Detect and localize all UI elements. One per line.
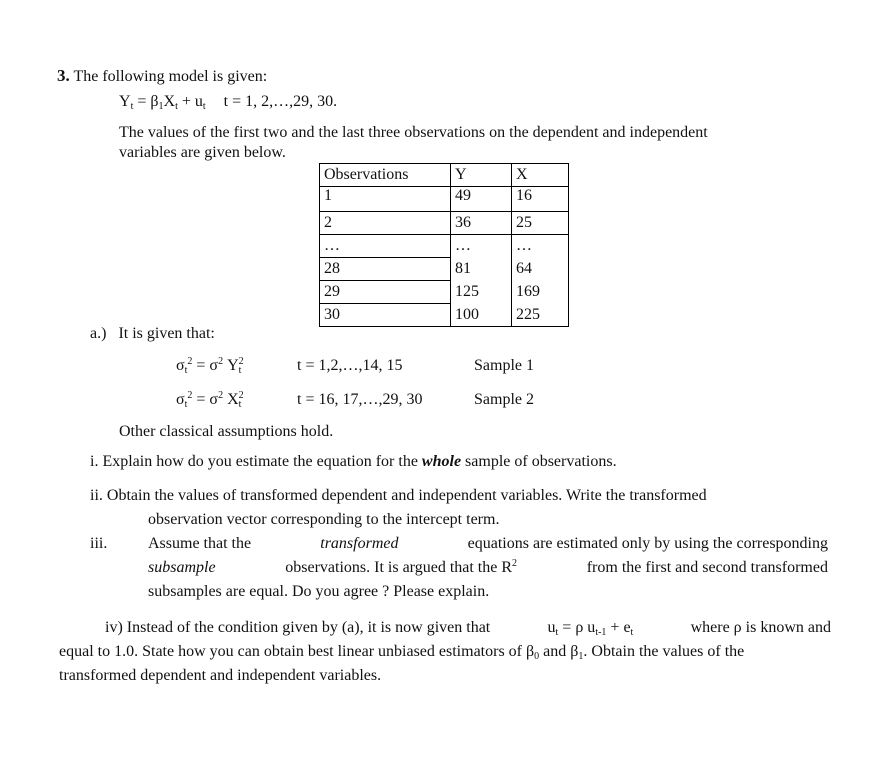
values-line-1: The values of the first two and the last three observations on the dependent and independent bbox=[119, 124, 708, 141]
table-cell: 25 bbox=[512, 212, 569, 235]
header-observations: Observations bbox=[320, 164, 451, 187]
table-cell: 28 bbox=[320, 258, 451, 281]
table-cell: 16 bbox=[512, 187, 569, 212]
item-iii-line-3: subsamples are equal. Do you agree ? Please explain. bbox=[148, 583, 490, 600]
condition-2-formula: $\sigma_t^2 = \sigma^2$ $X^2_t$ bbox=[176, 390, 244, 410]
values-line-2: variables are given below. bbox=[119, 144, 286, 161]
header-x: X bbox=[512, 164, 569, 187]
item-iii-r2: observations. It is argued that the $R^2$ bbox=[285, 558, 518, 576]
condition-2-sample: Sample 2 bbox=[474, 391, 534, 408]
item-iii-text: Assume that the bbox=[148, 535, 252, 552]
part-iv-text: iv) Instead of the condition given by (a), it is now given that bbox=[105, 619, 491, 636]
table-cell: 29 bbox=[320, 281, 451, 304]
item-iii-emphasis: subsample bbox=[148, 559, 216, 576]
table-cell: 225 bbox=[512, 304, 569, 327]
table-row bbox=[320, 212, 569, 235]
table-cell: 30 bbox=[320, 304, 451, 327]
model-equation bbox=[119, 92, 337, 112]
item-iii-label: iii. bbox=[90, 535, 108, 552]
part-iv-line-3: transformed dependent and independent variables. bbox=[59, 667, 382, 684]
item-i bbox=[90, 452, 617, 472]
table-cell: 2 bbox=[320, 212, 451, 235]
part-iv-text: where ρ is known and bbox=[690, 619, 831, 636]
table-row bbox=[320, 258, 569, 281]
item-ii-line-1: ii. Obtain the values of transformed dependent and independent variables. Write the transformed bbox=[90, 487, 707, 504]
item-iii-text: equations are estimated only by using the corresponding bbox=[467, 535, 828, 552]
question-header bbox=[57, 66, 267, 87]
part-iv-line-1 bbox=[105, 618, 831, 638]
question-intro: The following model is given: bbox=[73, 68, 268, 85]
item-iii-text: from the first and second transformed bbox=[586, 559, 828, 576]
table-cell: 64 bbox=[512, 258, 569, 281]
other-assumptions: Other classical assumptions hold. bbox=[119, 423, 334, 440]
item-i-text-end: sample of observations. bbox=[465, 453, 617, 470]
header-y: Y bbox=[451, 164, 512, 187]
part-a-label: a.) bbox=[90, 325, 107, 342]
observations-table bbox=[319, 163, 569, 327]
model-formula: $Y_t = \beta_1X_t + u_t$ bbox=[119, 93, 206, 112]
table-cell: 1 bbox=[320, 187, 451, 212]
table-cell: 169 bbox=[512, 281, 569, 304]
condition-1-sample: Sample 1 bbox=[474, 357, 534, 374]
part-iv-text: and β bbox=[543, 643, 579, 660]
table-cell: … bbox=[512, 235, 569, 258]
table-row bbox=[320, 187, 569, 212]
item-ii-line-2: observation vector corresponding to the intercept term. bbox=[148, 511, 500, 528]
table-row bbox=[320, 304, 569, 327]
item-iii-line-1 bbox=[148, 534, 828, 554]
table-cell: … bbox=[451, 235, 512, 258]
table-header-row bbox=[320, 164, 569, 187]
question-number: 3. bbox=[57, 66, 70, 85]
table-cell: … bbox=[320, 235, 451, 258]
item-iii-line-2 bbox=[148, 558, 828, 578]
table-cell: 100 bbox=[451, 304, 512, 327]
model-range: t = 1, 2,…,29, 30. bbox=[223, 93, 338, 110]
part-iv-equation: $u_t = \rho$ $u_{t-1} + e_t$ bbox=[547, 619, 634, 638]
table-cell: 125 bbox=[451, 281, 512, 304]
part-iv-line-2: equal to 1.0. State how you can obtain best linear unbiased estimators of $\beta_0$ and $\beta_1$. Obtain the values of the bbox=[59, 643, 745, 662]
item-i-text: i. Explain how do you estimate the equation for the bbox=[90, 453, 418, 470]
table-row bbox=[320, 235, 569, 258]
table-cell: 36 bbox=[451, 212, 512, 235]
table-cell: 81 bbox=[451, 258, 512, 281]
table-row bbox=[320, 281, 569, 304]
part-iv-text: equal to 1.0. State how you can obtain best linear unbiased estimators of β bbox=[59, 643, 535, 660]
item-iii-emphasis: transformed bbox=[320, 535, 399, 552]
condition-1-formula: $\sigma_t^2 = \sigma^2$ $Y^2_t$ bbox=[176, 356, 244, 376]
part-iv-text: . Obtain the values of the bbox=[583, 643, 745, 660]
part-a-text: It is given that: bbox=[118, 325, 215, 342]
condition-1-range: t = 1,2,…,14, 15 bbox=[297, 357, 403, 374]
table-cell: 49 bbox=[451, 187, 512, 212]
part-a-heading bbox=[90, 324, 215, 344]
item-i-emphasis: whole bbox=[421, 453, 462, 470]
condition-2-range: t = 16, 17,…,29, 30 bbox=[297, 391, 423, 408]
